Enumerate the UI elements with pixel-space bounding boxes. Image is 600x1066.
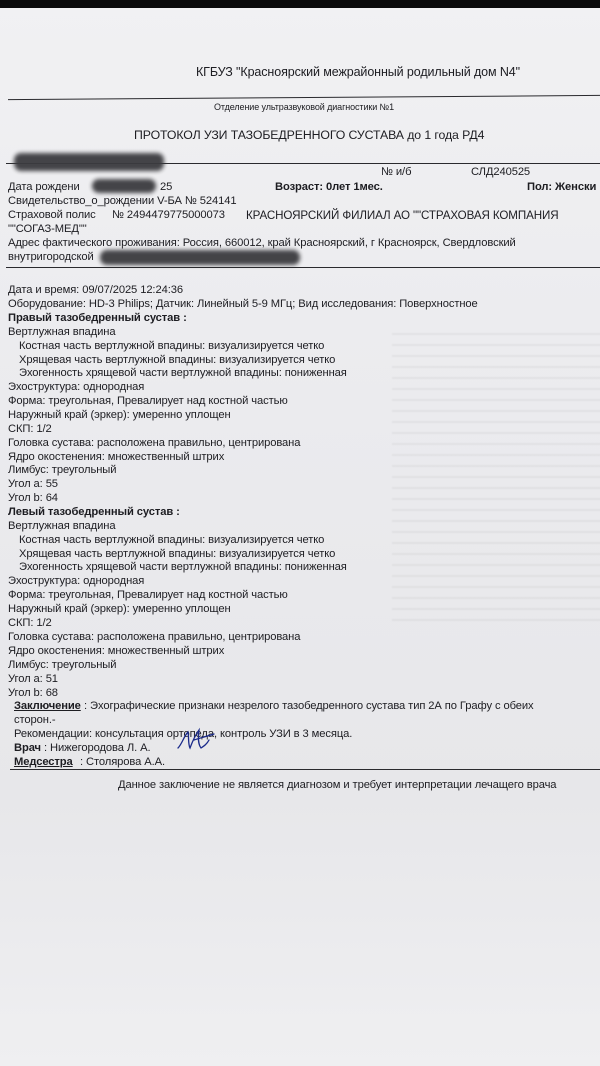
insurance-company-line2: ""СОГАЗ-МЕД"": [8, 223, 87, 235]
left-skp: СКП: 1/2: [8, 617, 52, 629]
doctor-label: Врач: [14, 742, 41, 754]
insurance-label: Страховой полис: [8, 209, 96, 221]
top-edge-shadow: [0, 0, 600, 8]
left-echostructure: Эхоструктура: однородная: [8, 575, 145, 587]
doctor-name: : Нижегородова Л. А.: [44, 742, 151, 754]
left-echogenicity: Эхогенность хрящевой части вертлужной впадины: пониженная: [19, 561, 347, 573]
doctor-signature: [176, 726, 216, 754]
patient-age: Возраст: 0лет 1мес.: [275, 181, 383, 193]
left-edge: Наружный край (эркер): умеренно уплощен: [8, 603, 231, 615]
insurance-company: КРАСНОЯРСКИЙ ФИЛИАЛ АО ""СТРАХОВАЯ КОМПАНИЯ: [246, 209, 559, 222]
insurance-number: № 2494479775000073: [112, 209, 225, 221]
left-ossification-nucleus: Ядро окостенения: множественный штрих: [8, 645, 225, 657]
nurse-label: Медсестра: [14, 756, 73, 768]
left-angle-beta: Угол b: 68: [8, 687, 58, 699]
right-hip-heading: Правый тазобедренный сустав :: [8, 312, 187, 324]
conclusion-label: Заключение: [14, 700, 81, 712]
exam-datetime: Дата и время: 09/07/2025 12:24:36: [8, 284, 183, 296]
department-name: Отделение ультразвуковой диагностики №1: [214, 102, 394, 112]
right-echogenicity: Эхогенность хрящевой части вертлужной впадины: пониженная: [19, 367, 347, 379]
right-angle-beta: Угол b: 64: [8, 492, 58, 504]
birth-certificate: Свидетельство_о_рождении V-БА № 524141: [8, 195, 237, 207]
exam-equipment: Оборудование: HD-3 Philips; Датчик: Линейный 5-9 МГц; Вид исследования: Поверхностное: [8, 298, 478, 310]
nurse-name: : Столярова А.А.: [80, 756, 165, 768]
protocol-title: ПРОТОКОЛ УЗИ ТАЗОБЕДРЕННОГО СУСТАВА до 1 года РД4: [134, 128, 485, 142]
right-shape: Форма: треугольная, Превалирует над костной частью: [8, 395, 288, 407]
conclusion-divider: [10, 769, 600, 770]
left-shape: Форма: треугольная, Превалирует над костной частью: [8, 589, 288, 601]
patient-divider: [6, 267, 600, 268]
left-angle-alpha: Угол a: 51: [8, 673, 58, 685]
institution-name: КГБУЗ "Красноярский межрайонный родильный дом N4": [196, 65, 520, 79]
left-acetabulum: Вертлужная впадина: [8, 520, 116, 532]
left-limbus: Лимбус: треугольный: [8, 659, 117, 671]
conclusion-text-cont: сторон.-: [14, 714, 56, 726]
right-acetabulum: Вертлужная впадина: [8, 326, 116, 338]
left-cartilage-part: Хрящевая часть вертлужной впадины: визуализируется четко: [19, 548, 336, 560]
address-line1: Адрес фактического проживания: Россия, 660012, край Красноярский, г Красноярск, Свердловский: [8, 237, 516, 249]
right-femoral-head: Головка сустава: расположена правильно, центрирована: [8, 437, 301, 449]
right-cartilage-part: Хрящевая часть вертлужной впадины: визуализируется четко: [19, 354, 336, 366]
conclusion-text: : Эхографические признаки незрелого тазобедренного сустава тип 2А по Графу с обеих: [84, 700, 534, 712]
left-bone-part: Костная часть вертлужной впадины: визуализируется четко: [19, 534, 325, 546]
disclaimer: Данное заключение не является диагнозом и требует интерпретации лечащего врача: [118, 779, 557, 791]
redacted-address: [100, 250, 300, 265]
left-hip-heading: Левый тазобедренный сустав :: [8, 506, 180, 518]
redacted-name: [14, 153, 164, 171]
record-number-label: № и/б: [381, 166, 412, 178]
show-through-text: [392, 330, 600, 630]
right-skp: СКП: 1/2: [8, 423, 52, 435]
recommendations: Рекомендации: консультация ортопеда, контроль УЗИ в 3 месяца.: [14, 728, 353, 740]
address-line2: внутригородской: [8, 251, 94, 263]
patient-sex: Пол: Женски: [527, 181, 597, 193]
right-edge: Наружный край (эркер): умеренно уплощен: [8, 409, 231, 421]
redacted-birth-date: [92, 179, 156, 193]
left-femoral-head: Головка сустава: расположена правильно, центрирована: [8, 631, 301, 643]
right-echostructure: Эхоструктура: однородная: [8, 381, 145, 393]
right-limbus: Лимбус: треугольный: [8, 464, 117, 476]
birth-date-tail: 25: [160, 181, 173, 193]
birth-date-label: Дата рождени: [8, 181, 80, 193]
right-angle-alpha: Угол a: 55: [8, 478, 58, 490]
right-ossification-nucleus: Ядро окостенения: множественный штрих: [8, 451, 225, 463]
record-number: СЛД240525: [471, 166, 531, 178]
header-divider: [8, 95, 600, 100]
right-bone-part: Костная часть вертлужной впадины: визуализируется четко: [19, 340, 325, 352]
